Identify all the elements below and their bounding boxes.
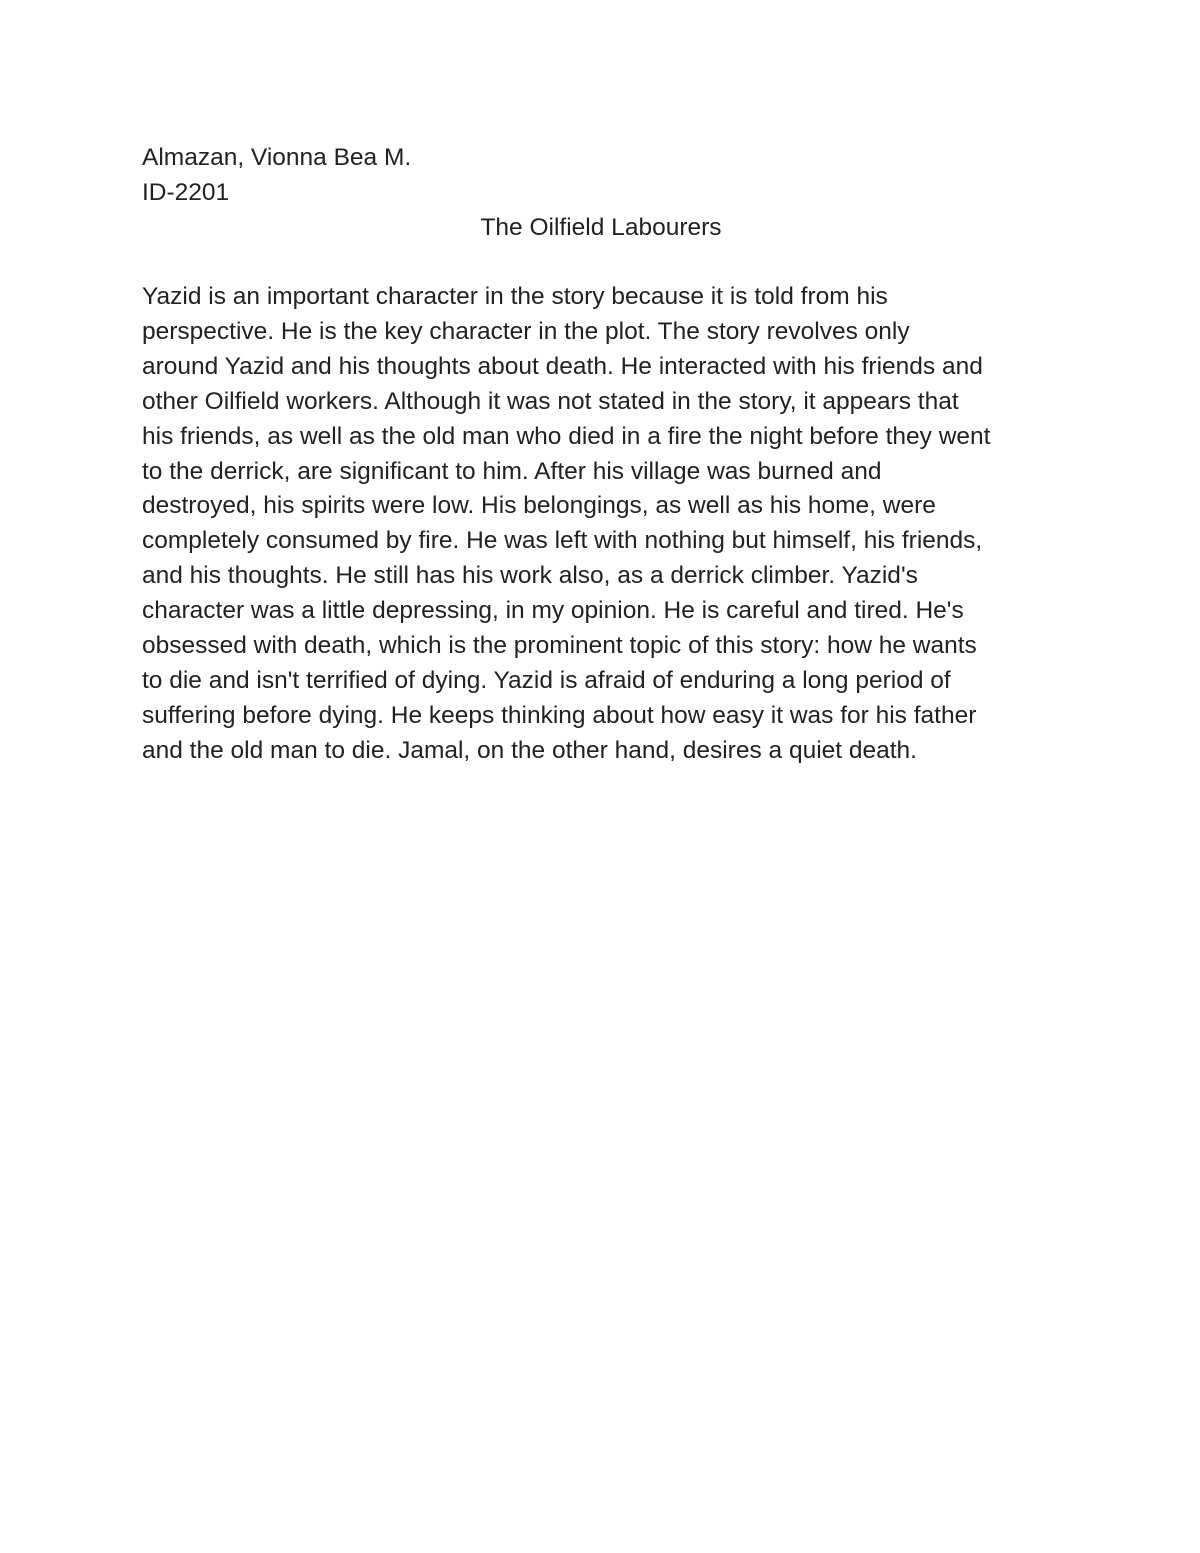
- paragraph-line: character was a little depressing, in my opinion. He is careful and tired. He's: [142, 597, 964, 625]
- paragraph-line: suffering before dying. He keeps thinking about how easy it was for his father: [142, 701, 977, 729]
- paragraph-line: his friends, as well as the old man who died in a fire the night before they went: [142, 422, 991, 450]
- paragraph-line: to die and isn't terrified of dying. Yazid is afraid of enduring a long period of: [142, 666, 951, 694]
- paragraph-line: and the old man to die. Jamal, on the other hand, desires a quiet death.: [142, 736, 917, 764]
- paragraph-line: obsessed with death, which is the prominent topic of this story: how he wants: [142, 632, 977, 660]
- paragraph-line: destroyed, his spirits were low. His belongings, as well as his home, were: [142, 492, 936, 520]
- class-id: ID-2201: [142, 179, 230, 206]
- paragraph-line: around Yazid and his thoughts about death. He interacted with his friends and: [142, 352, 983, 380]
- paragraph-line: to the derrick, are significant to him. After his village was burned and: [142, 457, 882, 485]
- author-name: Almazan, Vionna Bea M.: [142, 144, 412, 171]
- document-title: The Oilfield Labourers: [480, 214, 722, 241]
- paragraph-line: other Oilfield workers. Although it was not stated in the story, it appears that: [142, 387, 959, 415]
- paragraph-line: completely consumed by fire. He was left with nothing but himself, his friends,: [142, 527, 983, 555]
- body-paragraph: [142, 280, 1082, 769]
- paragraph-line: perspective. He is the key character in the plot. The story revolves only: [142, 317, 910, 345]
- paragraph-line: and his thoughts. He still has his work also, as a derrick climber. Yazid's: [142, 562, 918, 590]
- paragraph-line: Yazid is an important character in the story because it is told from his: [142, 283, 888, 310]
